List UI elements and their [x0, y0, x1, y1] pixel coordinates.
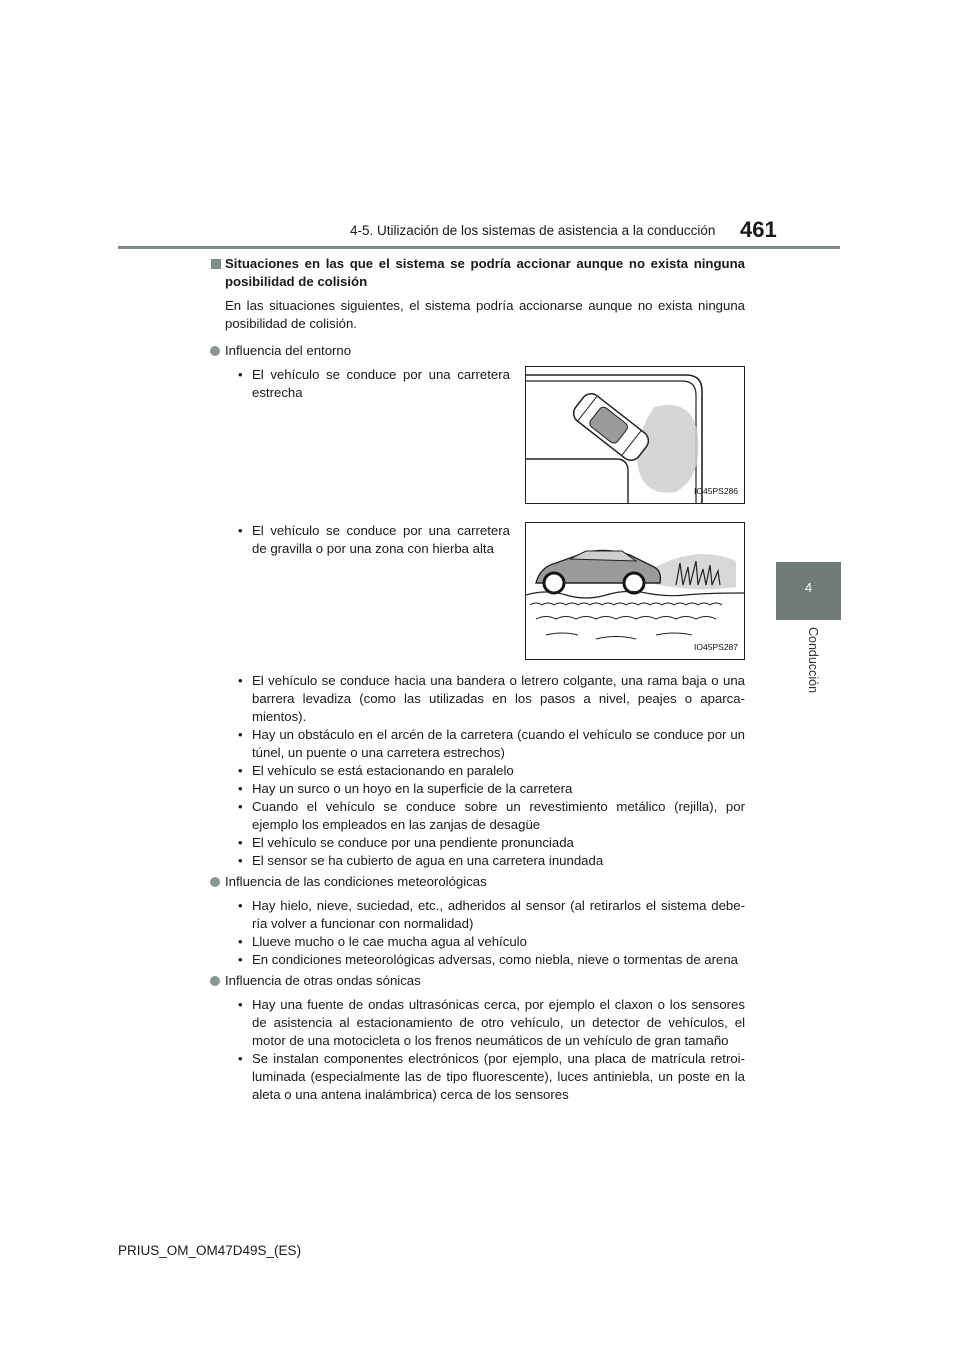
- list-item: • Hay hielo, nieve, suciedad, etc., adheridos al sensor (al retirarlos el sistema debe-ría volver a funcionar con normalidad): [210, 897, 745, 933]
- page-number: 461: [740, 217, 777, 242]
- figure-code: IO45PS287: [694, 642, 738, 652]
- figure-code: IO45PS286: [694, 486, 738, 496]
- chapter-tab-label: Conducción: [806, 627, 820, 694]
- list-item: • El vehículo se está estacionando en paralelo: [210, 762, 745, 780]
- group-heading-text: Influencia de las condiciones meteorológicas: [225, 874, 487, 889]
- group-heading-text: Influencia del entorno: [225, 343, 352, 358]
- list-item: • El vehículo se conduce por una carretera estrecha: [210, 366, 510, 402]
- narrow-road-figure: [525, 366, 745, 504]
- header-section-title: 4-5. Utilización de los sistemas de asistencia a la conducción: [350, 223, 716, 238]
- figure-row: [210, 366, 745, 516]
- section-heading-text: Situaciones en las que el sistema se podría accionar aunque no exista ninguna posibilidad de colisión: [225, 256, 745, 289]
- section-intro: En las situaciones siguientes, el sistema podría accionarse aunque no exista ninguna posibilidad de colisión.: [225, 298, 745, 331]
- list-item: • El vehículo se conduce por una carretera de gravilla o por una zona con hierba alta: [210, 522, 510, 558]
- figure-row: [210, 522, 745, 672]
- list-item: • Llueve mucho o le cae mucha agua al vehículo: [210, 933, 745, 951]
- list-item: • El vehículo se conduce hacia una bandera o letrero colgante, una rama baja o una barrera levadiza (como las utilizadas en los pasos a nivel, peajes o aparca-mientos).: [210, 672, 745, 726]
- circle-bullet-icon: [210, 346, 220, 356]
- footer-doc-id: PRIUS_OM_OM47D49S_(ES): [118, 1243, 302, 1258]
- square-bullet-icon: [211, 259, 221, 269]
- main-content: [210, 255, 745, 1104]
- header-divider: [118, 246, 840, 249]
- bullet-list: [210, 996, 745, 1104]
- list-item: • Cuando el vehículo se conduce sobre un revestimiento metálico (rejilla), por ejemplo los empleados en las zanjas de desagüe: [210, 798, 745, 834]
- bullet-list: [210, 522, 510, 558]
- group-heading: [210, 972, 745, 990]
- section-heading: [210, 255, 745, 291]
- list-item: • El sensor se ha cubierto de agua en una carretera inundada: [210, 852, 745, 870]
- group-heading: [210, 342, 745, 360]
- list-item: • Se instalan componentes electrónicos (por ejemplo, una placa de matrícula retroi-luminada (especialmente las de tipo fluorescente), luces antiniebla, un poste en la aleta o una antena inalámbrica) cerca de los sensores: [210, 1050, 745, 1104]
- gravel-road-figure: [525, 522, 745, 660]
- bullet-list: [210, 897, 745, 969]
- list-item: • El vehículo se conduce por una pendiente pronunciada: [210, 834, 745, 852]
- list-item: • Hay un obstáculo en el arcén de la carretera (cuando el vehículo se conduce por un túnel, un puente o una carretera estrechos): [210, 726, 745, 762]
- circle-bullet-icon: [210, 877, 220, 887]
- list-item: • Hay una fuente de ondas ultrasónicas cerca, por ejemplo el claxon o los sensores de asistencia al estacionamiento de otro vehículo, un detector de vehículos, el motor de una motocicleta o los frenos neumáticos de un vehículo de gran tamaño: [210, 996, 745, 1050]
- list-item: • En condiciones meteorológicas adversas, como niebla, nieve o tormentas de arena: [210, 951, 745, 969]
- group-heading-text: Influencia de otras ondas sónicas: [225, 973, 421, 988]
- list-item: • Hay un surco o un hoyo en la superficie de la carretera: [210, 780, 745, 798]
- chapter-tab: [776, 562, 841, 620]
- group-heading: [210, 873, 745, 891]
- chapter-tab-number: 4: [804, 580, 813, 595]
- bullet-list: [210, 366, 510, 402]
- circle-bullet-icon: [210, 976, 220, 986]
- bullet-list: [210, 672, 745, 870]
